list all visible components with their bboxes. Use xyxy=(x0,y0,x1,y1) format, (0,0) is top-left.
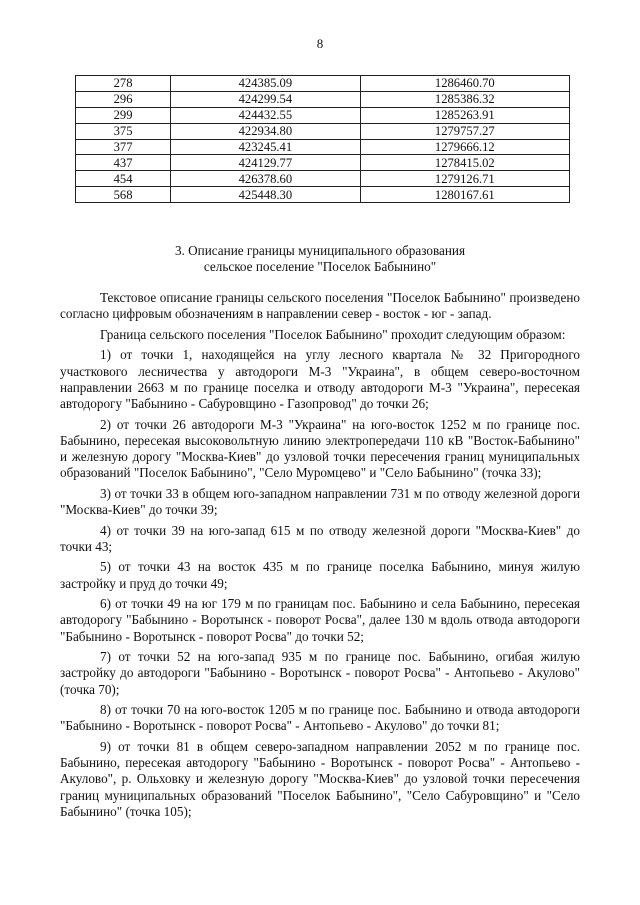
y-coordinate-cell: 1279126.71 xyxy=(360,171,569,187)
x-coordinate-cell: 424432.55 xyxy=(171,107,360,123)
y-coordinate-cell: 1278415.02 xyxy=(360,155,569,171)
boundary-segment-9: 9) от точки 81 в общем северо-западном направлении 2052 м по границе пос. Бабынино, пересекая автодорогу "Бабынино - Воротынск - поворот Росва" - Антопьево - Акулово", р. Ольховку и железную дорогу "Москва-Киев" до узловой точки пересечения границ муниципальных образований "Поселок Бабынино", "Село Сабуровщино" и "Село Бабынино" (точка 105); xyxy=(60,738,580,819)
point-number-cell: 454 xyxy=(76,171,171,187)
table-row xyxy=(76,139,570,155)
x-coordinate-cell: 424299.54 xyxy=(171,91,360,107)
boundary-segment-1: 1) от точки 1, находящейся на углу лесного квартала № 32 Пригородного участкового лесничества у автодороги М-3 "Украина", в общем северо-восточном направлении 2663 м по границе поселка и отводу автодороги М-3 "Украина", пересекая автодорогу "Бабынино - Сабуровщино - Газопровод" до точки 26; xyxy=(60,347,580,411)
boundary-segment-2: 2) от точки 26 автодороги М-3 "Украина" на юго-восток 1252 м по границе пос. Бабынино, пересекая высоковольтную линию электропередачи 110 кВ "Восток-Бабынино" и железную дорогу "Москва-Киев" до узловой точки пересечения границ муниципальных образований "Поселок Бабынино", "Село Муромцево" и "Село Бабынино" (точка 33); xyxy=(60,416,580,481)
table-row xyxy=(76,171,570,187)
boundary-segment-7: 7) от точки 52 на юго-запад 935 м по границе пос. Бабынино, огибая жилую застройку до автодороги "Бабынино - Воротынск - поворот Росва" - Антопьево - Акулово" (точка 70); xyxy=(60,649,580,697)
x-coordinate-cell: 424129.77 xyxy=(171,155,360,171)
boundary-segment-5: 5) от точки 43 на восток 435 м по границе поселка Бабынино, минуя жилую застройку и пруд до точки 49; xyxy=(60,559,580,591)
page-number: 8 xyxy=(316,36,324,51)
intro-paragraph: Текстовое описание границы сельского поселения "Поселок Бабынино" произведено согласно цифровым обозначениям в направлении север - восток - юг - запад. xyxy=(60,290,580,322)
x-coordinate-cell: 423245.41 xyxy=(171,139,360,155)
coordinates-table xyxy=(75,75,570,203)
point-number-cell: 296 xyxy=(76,91,171,107)
point-number-cell: 377 xyxy=(76,139,171,155)
table-row xyxy=(76,155,570,171)
point-number-cell: 568 xyxy=(76,187,171,203)
y-coordinate-cell: 1286460.70 xyxy=(360,76,569,92)
boundary-segment-8: 8) от точки 70 на юго-восток 1205 м по границе пос. Бабынино и отвода автодороги "Бабынино - Воротынск - поворот Росва" - Антопьево - Акулово" до точки 81; xyxy=(60,702,580,734)
y-coordinate-cell: 1285386.32 xyxy=(360,91,569,107)
section-title-line-1: 3. Описание границы муниципального образования xyxy=(174,243,466,258)
x-coordinate-cell: 425448.30 xyxy=(171,187,360,203)
table-row xyxy=(76,91,570,107)
y-coordinate-cell: 1279757.27 xyxy=(360,123,569,139)
point-number-cell: 299 xyxy=(76,107,171,123)
y-coordinate-cell: 1285263.91 xyxy=(360,107,569,123)
point-number-cell: 375 xyxy=(76,123,171,139)
boundary-segment-3: 3) от точки 33 в общем юго-западном направлении 731 м по отводу железной дороги "Москва-Киев" до точки 39; xyxy=(60,485,580,517)
x-coordinate-cell: 426378.60 xyxy=(171,171,360,187)
table-row xyxy=(76,123,570,139)
x-coordinate-cell: 422934.80 xyxy=(171,123,360,139)
table-row xyxy=(76,107,570,123)
boundary-description xyxy=(60,290,580,824)
table-row xyxy=(76,187,570,203)
boundary-lead-paragraph: Граница сельского поселения "Поселок Бабынино" проходит следующим образом: xyxy=(100,326,566,342)
section-title xyxy=(0,243,640,275)
x-coordinate-cell: 424385.09 xyxy=(171,76,360,92)
y-coordinate-cell: 1279666.12 xyxy=(360,139,569,155)
table-row xyxy=(76,76,570,92)
point-number-cell: 278 xyxy=(76,76,171,92)
section-title-line-2: сельское поселение "Поселок Бабынино" xyxy=(203,259,437,274)
y-coordinate-cell: 1280167.61 xyxy=(360,187,569,203)
point-number-cell: 437 xyxy=(76,155,171,171)
boundary-segment-4: 4) от точки 39 на юго-запад 615 м по отводу железной дороги "Москва-Киев" до точки 43; xyxy=(60,522,580,554)
boundary-segment-6: 6) от точки 49 на юг 179 м по границам пос. Бабынино и села Бабынино, пересекая автодорогу "Бабынино - Воротынск - поворот Росва", далее 130 м вдоль отвода автодороги "Бабынино - Воротынск - поворот Росва" до точки 52; xyxy=(60,596,580,644)
